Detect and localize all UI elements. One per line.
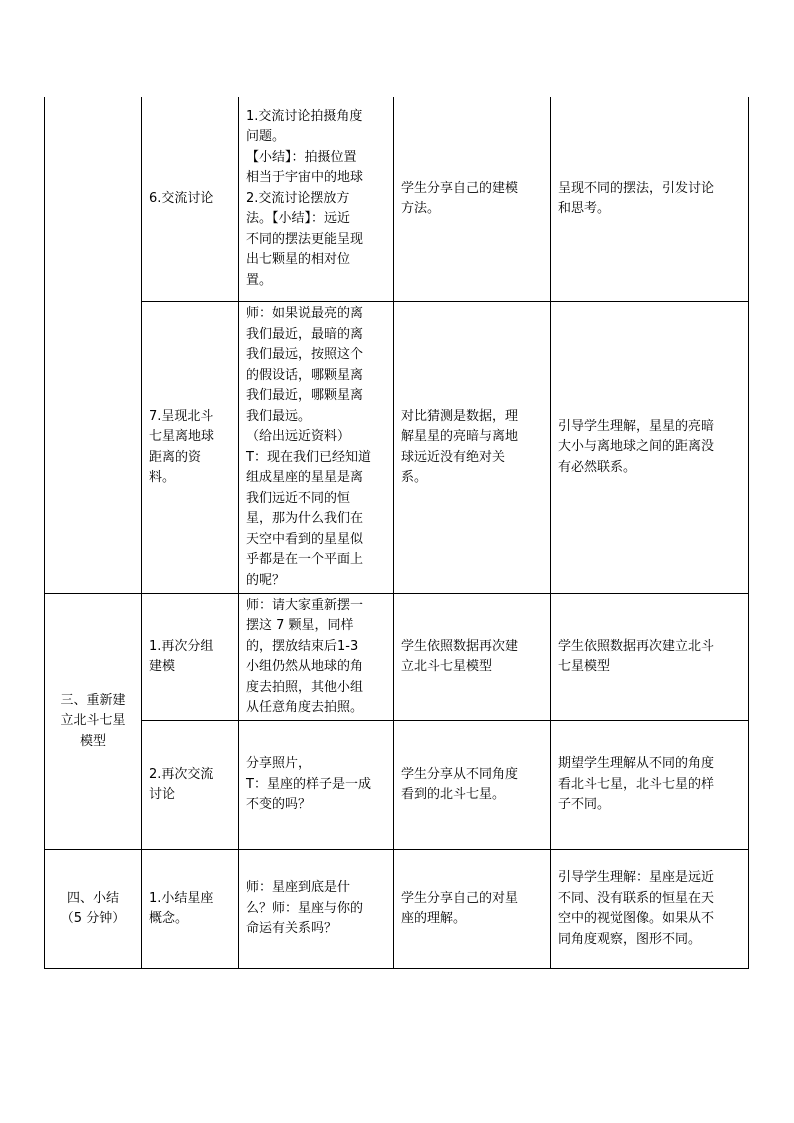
- cell-line: 1.小结星座: [149, 890, 214, 906]
- cell-line: 不同的摆法更能呈现: [246, 231, 364, 247]
- cell-line: 么？师：星座与你的: [246, 900, 364, 916]
- cell-line: 球远近没有绝对关: [401, 449, 506, 465]
- cell-line: 大小与离地球之间的距离没: [558, 439, 715, 455]
- table-cell-student-activity: [401, 302, 549, 593]
- cell-line: 度去拍照，其他小组: [246, 679, 364, 695]
- cell-line: 有必然联系。: [558, 459, 637, 475]
- table-cell-stage: [45, 594, 141, 849]
- table-cell-step: [149, 302, 235, 593]
- cell-line: 1.交流讨论拍摄角度: [246, 108, 363, 124]
- cell-line: 七星离地球: [149, 429, 215, 444]
- table-cell-teacher-activity: [246, 594, 392, 720]
- cell-line: 摆这 7 颗星，同样: [246, 618, 354, 633]
- table-cell-design-intent: [558, 302, 747, 593]
- cell-line: 对比猜测是数据，理: [401, 408, 519, 424]
- cell-line: 引导学生理解，星星的亮暗: [558, 418, 715, 434]
- cell-line: 学生分享从不同角度: [401, 766, 519, 782]
- cell-line: （给出远近资料）: [246, 429, 351, 444]
- table-cell-teacher-activity: [246, 97, 392, 301]
- cell-line: 问题。: [246, 129, 286, 145]
- table-column-divider: [238, 97, 239, 969]
- cell-line: 立北斗七星: [60, 713, 126, 729]
- cell-line: 师：如果说最亮的离: [246, 306, 364, 321]
- cell-line: （5 分钟）: [60, 911, 126, 926]
- cell-line: 距离的资: [149, 449, 202, 465]
- table-cell-design-intent: [558, 850, 747, 968]
- cell-line: 座的理解。: [401, 911, 467, 926]
- table-border-right: [748, 97, 749, 969]
- cell-line: 小组仍然从地球的角: [246, 659, 364, 674]
- cell-line: 师：星座到底是什: [246, 880, 351, 896]
- cell-line: 我们最远。: [246, 408, 312, 424]
- cell-line: 料。: [149, 470, 176, 485]
- table-border-bottom: [44, 968, 749, 969]
- cell-line: 置。: [246, 272, 273, 288]
- cell-line: 我们最近，最暗的离: [246, 326, 364, 342]
- cell-line: 相当于宇宙中的地球: [246, 170, 364, 186]
- table-cell-design-intent: [558, 594, 747, 720]
- cell-line: 的呢？: [246, 572, 286, 588]
- table-cell-student-activity: [401, 594, 549, 720]
- cell-line: 四、小结: [66, 890, 119, 906]
- cell-line: 子不同。: [558, 797, 611, 813]
- table-column-divider: [393, 97, 394, 969]
- cell-line: 学生分享自己的对星: [401, 890, 519, 906]
- table-cell-student-activity: [401, 850, 549, 968]
- cell-line: 不同、没有联系的恒星在天: [558, 890, 715, 906]
- cell-line: 解星星的亮暗与离地: [401, 429, 519, 444]
- cell-line: 立北斗七星模型: [401, 659, 493, 674]
- cell-line: T：星座的样子是一成: [246, 776, 371, 792]
- table-cell-teacher-activity: [246, 850, 392, 968]
- cell-line: 讨论: [149, 787, 176, 802]
- table-cell-step: [149, 721, 235, 849]
- table-column-divider: [550, 97, 551, 969]
- cell-line: 看到的北斗七星。: [401, 787, 506, 802]
- cell-line: 出七颗星的相对位: [246, 252, 351, 268]
- table-cell-stage: [45, 850, 141, 968]
- cell-line: 不变的吗？: [246, 797, 312, 813]
- table-cell-step: [149, 850, 235, 968]
- cell-line: 概念。: [149, 911, 189, 926]
- cell-line: 法。【小结】：远近: [246, 211, 351, 227]
- cell-line: 建模: [149, 659, 176, 674]
- table-cell-teacher-activity: [246, 302, 392, 593]
- table-cell-teacher-activity: [246, 721, 392, 849]
- cell-line: 期望学生理解从不同的角度: [558, 756, 715, 772]
- cell-line: 学生依照数据再次建立北斗: [558, 638, 715, 654]
- cell-line: 7.呈现北斗: [149, 408, 214, 424]
- table-cell-design-intent: [558, 721, 747, 849]
- table-cell-student-activity: [401, 97, 549, 301]
- cell-line: 分享照片，: [246, 756, 312, 772]
- cell-line: 学生分享自己的建模: [401, 180, 519, 196]
- cell-line: 和思考。: [558, 201, 611, 216]
- cell-line: 2.再次交流: [149, 766, 214, 782]
- cell-line: 组成星座的星星是离: [246, 470, 364, 485]
- cell-line: 的假设话，哪颗星离: [246, 367, 364, 383]
- cell-line: 呈现不同的摆法，引发讨论: [558, 180, 715, 196]
- cell-line: 三、重新建: [60, 692, 126, 708]
- table-cell-design-intent: [558, 97, 747, 301]
- cell-line: 天空中看到的星星似: [246, 531, 364, 547]
- cell-line: 方法。: [401, 201, 441, 216]
- cell-line: T：现在我们已经知道: [246, 449, 371, 465]
- table-cell-step: [149, 97, 235, 301]
- cell-line: 我们最远，按照这个: [246, 347, 364, 362]
- cell-line: 命运有关系吗？: [246, 921, 338, 937]
- cell-line: 系。: [401, 470, 428, 485]
- table-cell-step: [149, 594, 235, 720]
- cell-line: 1.再次分组: [149, 638, 214, 654]
- cell-line: 七星模型: [558, 659, 611, 674]
- cell-line: 我们最近，哪颗星离: [246, 388, 364, 403]
- cell-line: 学生依照数据再次建: [401, 638, 519, 654]
- cell-line: 引导学生理解：星座是远近: [558, 870, 715, 885]
- cell-line: 的，摆放结束后1-3: [246, 638, 359, 654]
- cell-text: 6.交流讨论: [149, 190, 214, 206]
- cell-line: 从任意角度去拍照。: [246, 700, 364, 715]
- cell-line: 星，那为什么我们在: [246, 511, 364, 526]
- cell-line: 看北斗七星，北斗七星的样: [558, 776, 715, 792]
- cell-line: 2.交流讨论摆放方: [246, 190, 350, 206]
- cell-line: 乎都是在一个平面上: [246, 552, 364, 567]
- table-column-divider: [141, 97, 142, 969]
- table-cell-student-activity: [401, 721, 549, 849]
- cell-line: 同角度观察，图形不同。: [558, 931, 702, 947]
- cell-line: 空中的视觉图像。如果从不: [558, 911, 715, 926]
- cell-line: 我们远近不同的恒: [246, 490, 351, 506]
- cell-line: 【小结】：拍摄位置: [246, 149, 357, 165]
- cell-line: 模型: [79, 733, 106, 749]
- cell-line: 师：请大家重新摆一: [246, 597, 364, 613]
